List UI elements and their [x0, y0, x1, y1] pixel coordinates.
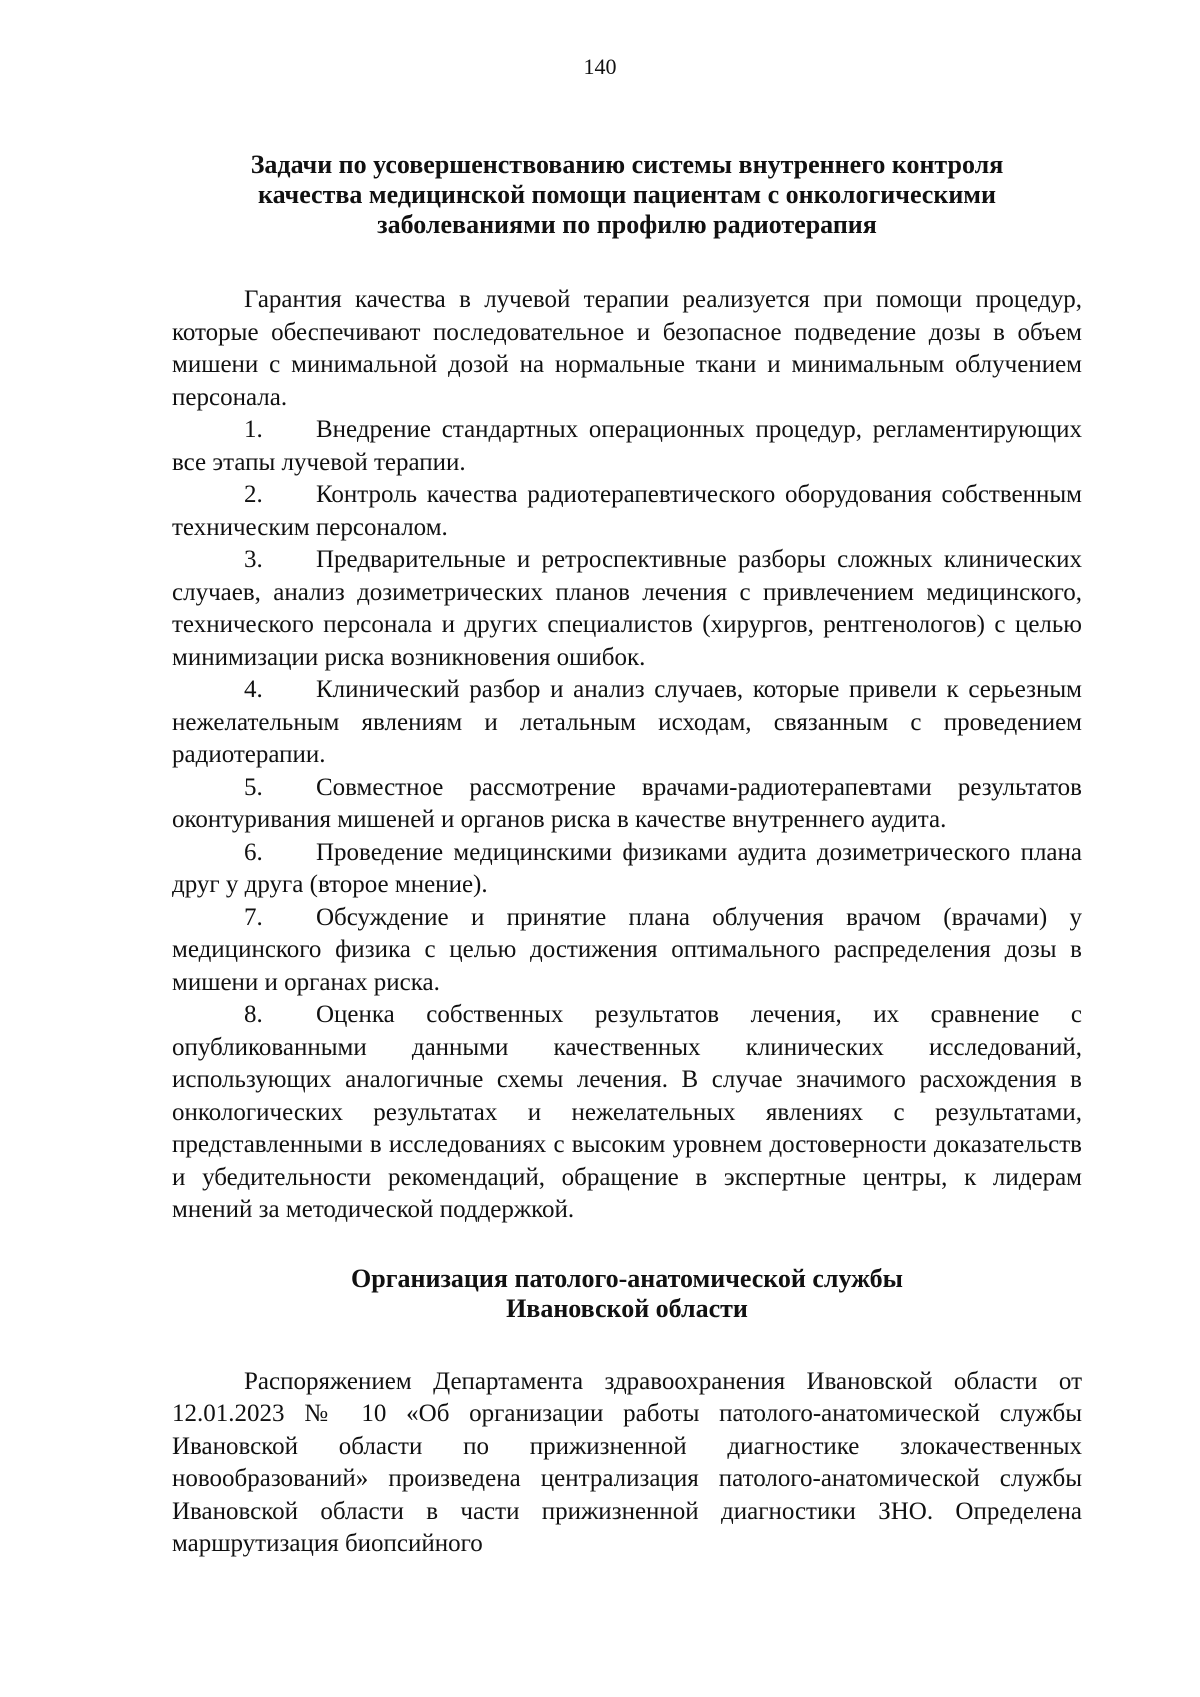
list-item: [172, 902, 1082, 1000]
list-item-text: Оценка собственных результатов лечения, их сравнение с опубликованными данными качественных клинических исследований, использующих аналогичные схемы лечения. В случае значимого расхождения в онкологических результатах и нежелательных явлениях с результатами, представленными в исследованиях с высоким уровнем достоверности доказательств и убедительности рекомендаций, обращение в экспертные центры, к лидерам мнений за методической поддержкой.: [172, 1001, 1082, 1223]
list-item-number: 7.: [244, 903, 263, 931]
list-item: [172, 414, 1082, 479]
list-item-number: 6.: [244, 838, 263, 866]
list-item: [172, 479, 1082, 544]
page-content: [172, 150, 1082, 1561]
list-item-number: 4.: [244, 676, 263, 703]
heading-line: Организация патолого-анатомической службы: [351, 1263, 903, 1293]
list-item-text: Клинический разбор и анализ случаев, которые привели к серьезным нежелательным явлениям и летальным исходам, связанным с проведением радиотерапии.: [172, 676, 1082, 768]
page-number: 140: [583, 54, 617, 79]
list-item-text: Контроль качества радиотерапевтического оборудования собственным техническим персоналом.: [172, 481, 1082, 541]
pathology-paragraph: Распоряжением Департамента здравоохранения Ивановской области от 12.01.2023 № 10 «Об организации работы патолого-анатомической службы Ивановской области по прижизненной диагностике злокачественных новообразований» произведена централизация патолого-анатомической службы Ивановской области в части прижизненной диагностики ЗНО. Определена маршрутизация биопсийного: [172, 1367, 1082, 1557]
list-item-number: 3.: [244, 546, 263, 573]
list-item: [172, 674, 1082, 772]
list-item-number: 8.: [244, 1001, 263, 1028]
intro-paragraph: Гарантия качества в лучевой терапии реализуется при помощи процедур, которые обеспечивают последовательное и безопасное подведение дозы в объем мишени с минимальной дозой на нормальные ткани и минимальным облучением персонала.: [172, 286, 1082, 411]
list-item: [172, 544, 1082, 674]
list-item-text: Внедрение стандартных операционных процедур, регламентирующих все этапы лучевой терапии.: [172, 416, 1082, 476]
list-item-number: 5.: [244, 773, 263, 801]
list-item-text: Обсуждение и принятие плана облучения врачом (врачами) у медицинского физика с целью достижения оптимального распределения дозы в мишени и органах риска.: [172, 903, 1082, 996]
list-item-text: Проведение медицинскими физиками аудита дозиметрического плана друг у друга (второе мнение).: [172, 838, 1082, 898]
section-heading-pathology-service: [172, 1264, 1082, 1324]
section-heading-quality-control: [172, 150, 1082, 240]
list-item-text: Совместное рассмотрение врачами-радиотерапевтами результатов оконтуривания мишеней и органов риска в качестве внутреннего аудита.: [172, 773, 1082, 833]
list-item-text: Предварительные и ретроспективные разборы сложных клинических случаев, анализ дозиметрических планов лечения с привлечением медицинского, технического персонала и других специалистов (хирургов, рентгенологов) с целью минимизации риска возникновения ошибок.: [172, 546, 1082, 671]
heading-line: заболеваниями по профилю радиотерапия: [377, 210, 877, 239]
list-item: [172, 837, 1082, 902]
list-item-number: 1.: [244, 416, 263, 443]
heading-line: качества медицинской помощи пациентам с онкологическими: [257, 180, 996, 209]
list-item: [172, 999, 1082, 1227]
list-item: [172, 772, 1082, 837]
heading-line: Задачи по усовершенствованию системы внутреннего контроля: [250, 150, 1004, 179]
list-item-number: 2.: [244, 481, 263, 508]
heading-line: Ивановской области: [506, 1293, 748, 1323]
